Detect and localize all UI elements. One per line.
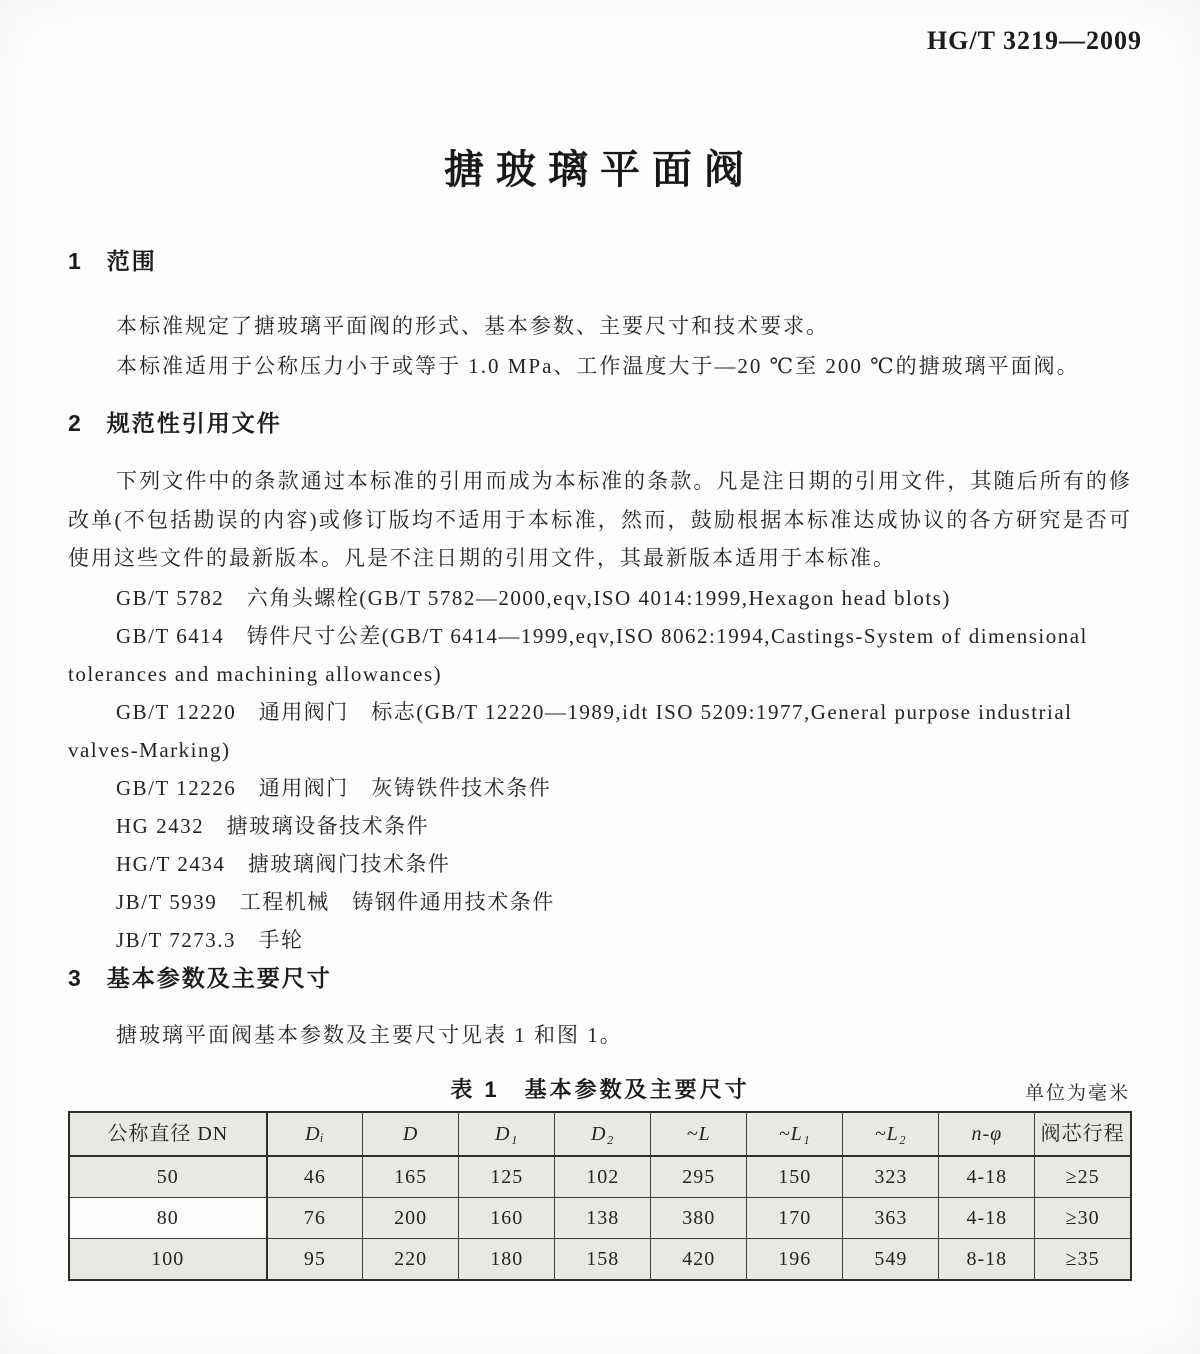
section-3-paragraph: 搪玻璃平面阀基本参数及主要尺寸见表 1 和图 1。 — [116, 1022, 623, 1047]
table-header-cell: ~L₂ — [843, 1112, 939, 1156]
table-cell: 8-18 — [939, 1238, 1035, 1280]
section-1-paragraph-1: 本标准规定了搪玻璃平面阀的形式、基本参数、主要尺寸和技术要求。 — [116, 314, 829, 338]
table-cell: 420 — [651, 1238, 747, 1280]
section-2-intro-paragraph: 下列文件中的条款通过本标准的引用而成为本标准的条款。凡是注日期的引用文件，其随后所有的修改单(不包括勘误的内容)或修订版均不适用于本标准，然而，鼓励根据本标准达成协议的各方研究是否可使用这些文件的最新版本。凡是不注日期的引用文件，其最新版本适用于本标准。 — [68, 469, 1132, 570]
table-cell: 380 — [651, 1197, 747, 1238]
section-3-heading — [68, 963, 1132, 993]
table-cell: 80 — [69, 1197, 267, 1238]
section-1-number: 1 — [68, 248, 83, 274]
table-header-cell: D₂ — [555, 1112, 651, 1156]
table-cell: 323 — [843, 1156, 939, 1198]
table-cell: 4-18 — [939, 1156, 1035, 1198]
reference-item: HG 2432 搪玻璃设备技术条件 — [116, 813, 430, 838]
table-caption: 表 1 基本参数及主要尺寸 — [450, 1076, 750, 1102]
table-header-cell: n-φ — [939, 1112, 1035, 1156]
section-3-title: 基本参数及主要尺寸 — [106, 964, 332, 991]
reference-item: GB/T 12220 通用阀门 标志(GB/T 12220—1989,idt ISO 5209:1977,General purpose industrial valves-Marking) — [68, 699, 1073, 762]
table-cell: 150 — [747, 1156, 843, 1198]
table-row — [69, 1156, 1131, 1198]
table-cell: 549 — [843, 1238, 939, 1280]
table-cell: 295 — [651, 1156, 747, 1198]
table-header-row — [69, 1112, 1131, 1156]
table-cell: 95 — [267, 1238, 363, 1280]
table-header-cell: ~L₁ — [747, 1112, 843, 1156]
table-cell: ≥25 — [1035, 1156, 1131, 1198]
reference-item: HG/T 2434 搪玻璃阀门技术条件 — [116, 851, 451, 876]
reference-item: JB/T 7273.3 手轮 — [116, 927, 304, 952]
section-2-heading — [68, 408, 1132, 438]
section-3-number: 3 — [68, 964, 83, 991]
section-1-title: 范围 — [106, 248, 157, 274]
table-header-cell: ~L — [651, 1112, 747, 1156]
table-head — [69, 1112, 1131, 1156]
table-cell: ≥35 — [1035, 1238, 1131, 1280]
table-cell: 160 — [459, 1197, 555, 1238]
standard-code: HG/T 3219—2009 — [926, 26, 1142, 55]
document-content — [68, 0, 1132, 1281]
table-cell: 125 — [459, 1156, 555, 1198]
table-cell: 170 — [747, 1197, 843, 1238]
table-caption-row — [68, 1071, 1132, 1105]
reference-item: GB/T 12226 通用阀门 灰铸铁件技术条件 — [116, 775, 552, 800]
reference-item: GB/T 5782 六角头螺栓(GB/T 5782—2000,eqv,ISO 4014:1999,Hexagon head blots) — [116, 585, 951, 610]
table-header-cell: 阀芯行程 — [1035, 1112, 1131, 1156]
table-cell: 100 — [69, 1238, 267, 1280]
table-cell: 180 — [459, 1238, 555, 1280]
table-cell: 4-18 — [939, 1197, 1035, 1238]
reference-item: GB/T 6414 铸件尺寸公差(GB/T 6414—1999,eqv,ISO 8062:1994,Castings-System of dimensional tolerances and machining allowances) — [68, 623, 1088, 686]
table-cell: 220 — [363, 1238, 459, 1280]
table-cell: 200 — [363, 1197, 459, 1238]
table-cell: 138 — [555, 1197, 651, 1238]
table-header-cell: D₁ — [459, 1112, 555, 1156]
table-cell: ≥30 — [1035, 1197, 1131, 1238]
table-cell: 196 — [747, 1238, 843, 1280]
table-cell: 363 — [843, 1197, 939, 1238]
table-unit-note: 单位为毫米 — [1024, 1082, 1130, 1104]
dimensions-table — [68, 1111, 1132, 1281]
table-cell: 158 — [555, 1238, 651, 1280]
table-row — [69, 1238, 1131, 1280]
table-header-cell: D — [363, 1112, 459, 1156]
section-2-number: 2 — [68, 410, 83, 436]
section-2-title: 规范性引用文件 — [106, 410, 282, 436]
table-cell: 50 — [69, 1156, 267, 1198]
section-1-paragraph-2: 本标准适用于公称压力小于或等于 1.0 MPa、工作温度大于—20 ℃至 200 ℃的搪玻璃平面阀。 — [116, 354, 1080, 378]
table-cell: 102 — [555, 1156, 651, 1198]
table-row — [69, 1197, 1131, 1238]
document-title: 搪玻璃平面阀 — [444, 147, 756, 192]
table-header-cell: 公称直径 DN — [69, 1112, 267, 1156]
table-body — [69, 1156, 1131, 1280]
normative-references-list — [68, 579, 1132, 959]
reference-item: JB/T 5939 工程机械 铸钢件通用技术条件 — [116, 889, 555, 914]
table-cell: 46 — [267, 1156, 363, 1198]
section-1-heading — [68, 246, 1132, 276]
table-cell: 76 — [267, 1197, 363, 1238]
table-cell: 165 — [363, 1156, 459, 1198]
table-header-cell: Dᵢ — [267, 1112, 363, 1156]
